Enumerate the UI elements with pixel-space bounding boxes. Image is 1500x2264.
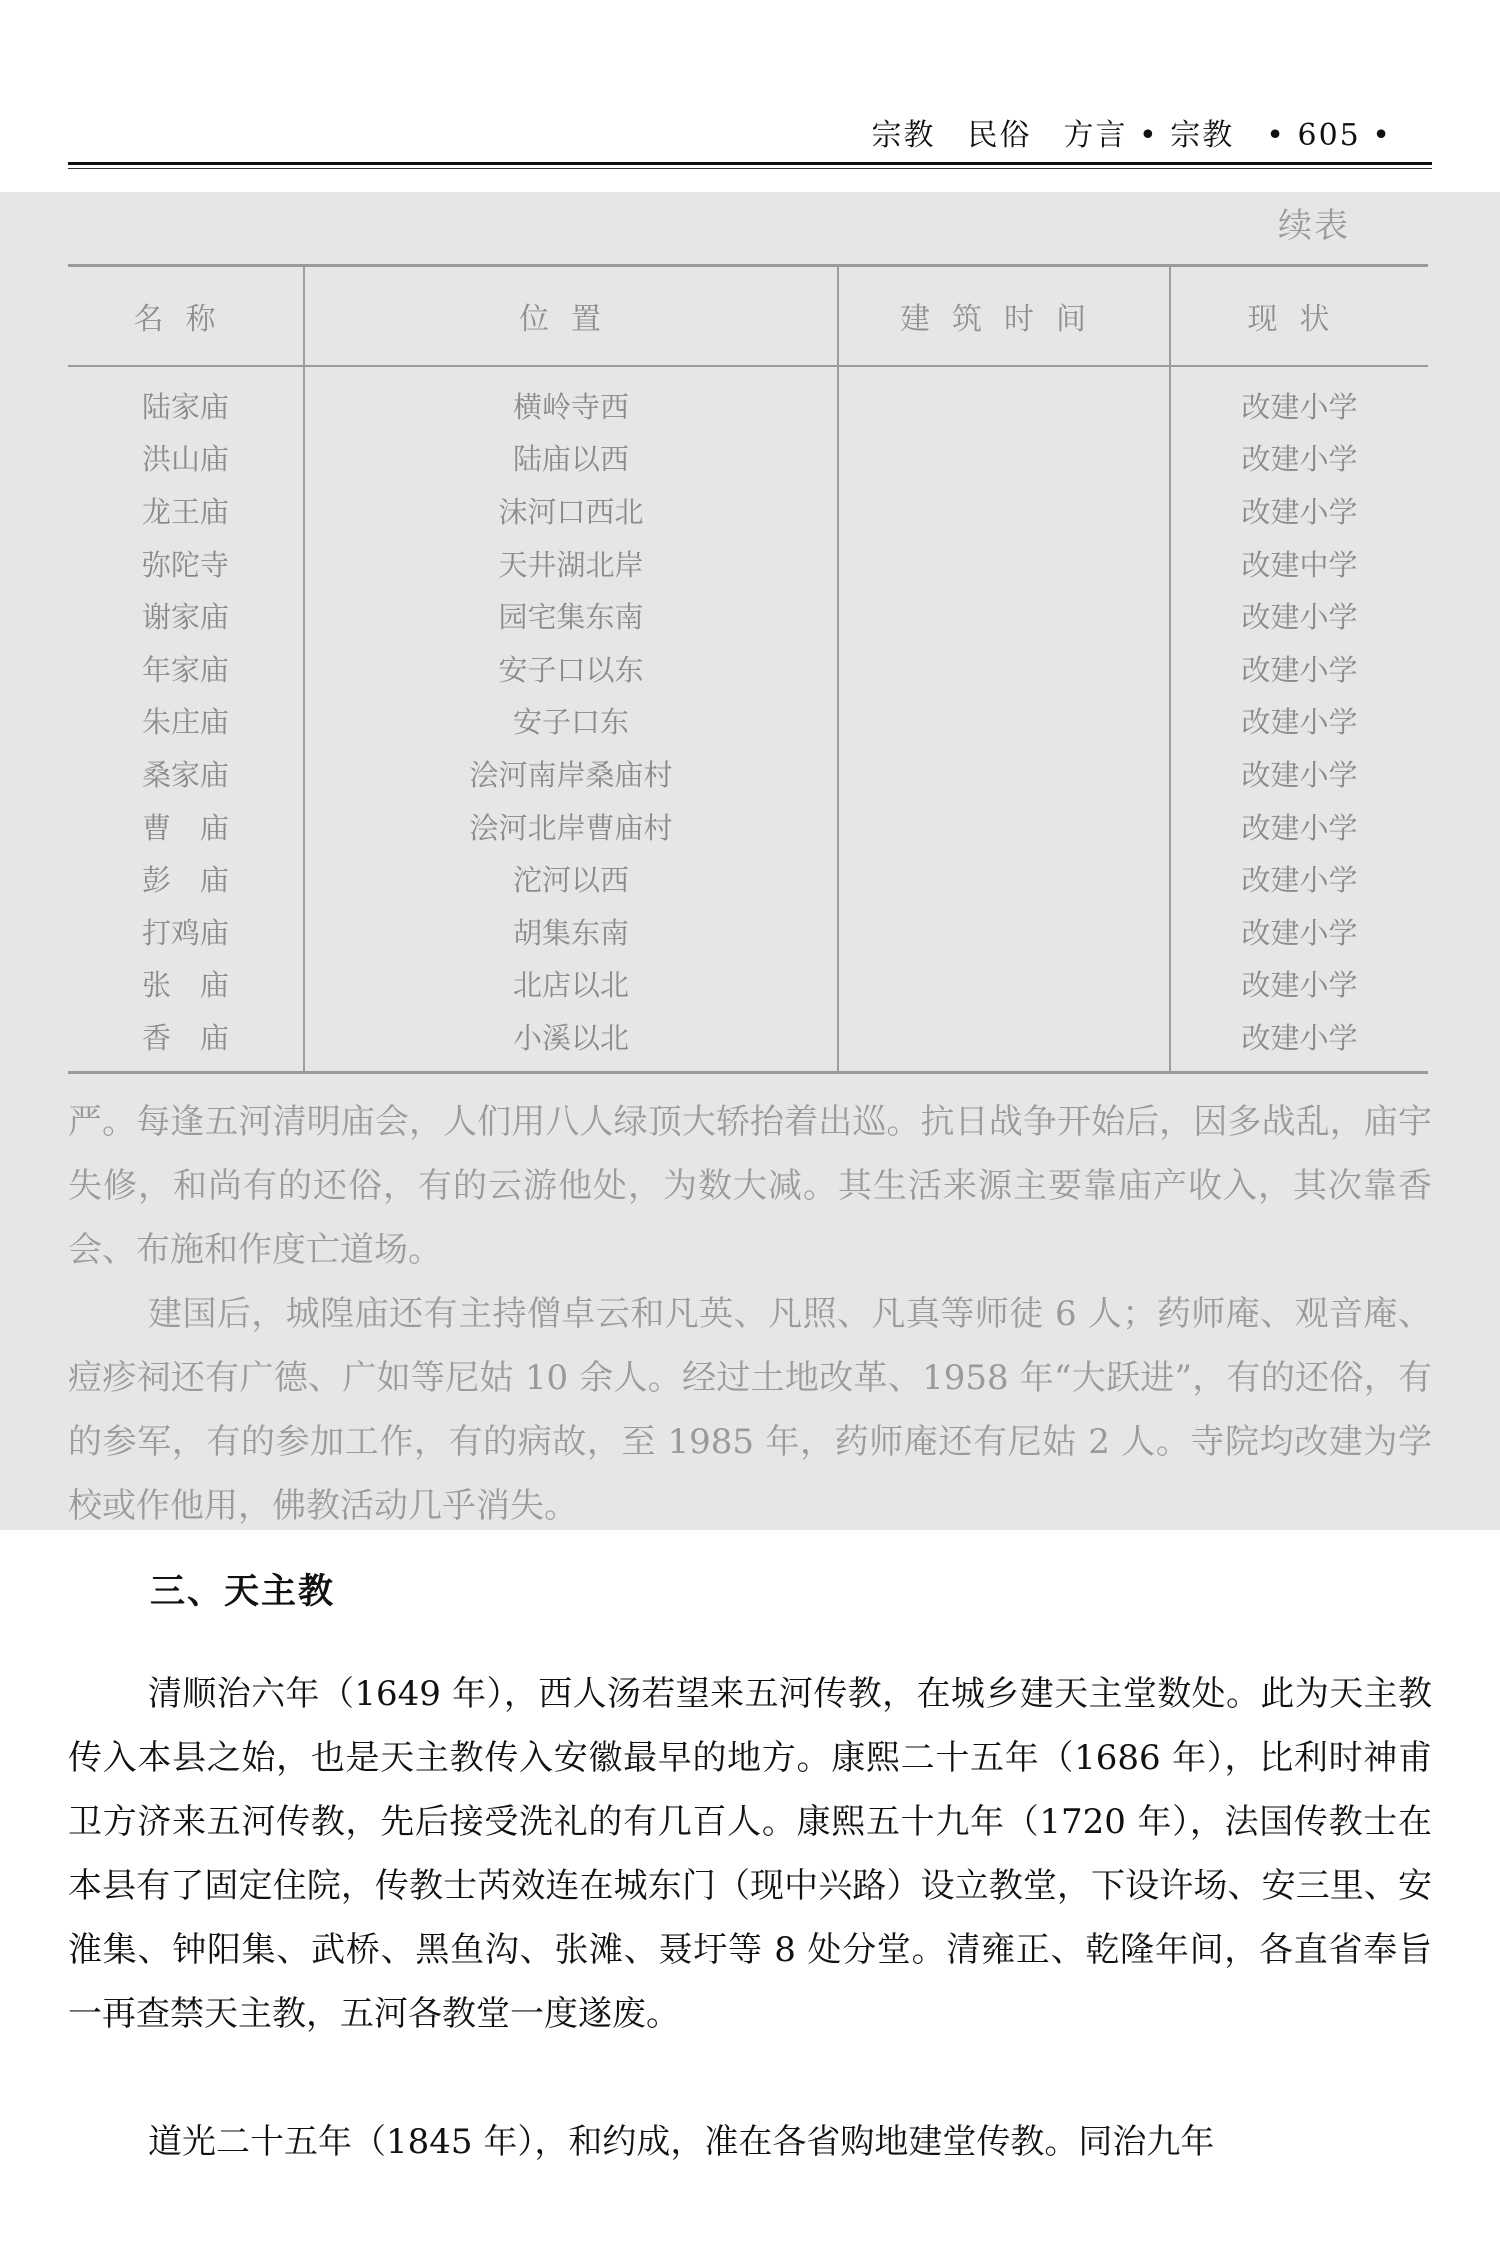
- column-header-location: 位置: [304, 266, 838, 367]
- cell-name: 年家庙: [141, 652, 229, 687]
- body-paragraph: 道光二十五年（1845 年），和约成，准在各省购地建堂传教。同治九年: [148, 2122, 1215, 2162]
- cell-build-time: [838, 642, 1170, 695]
- column-header-name: 名称: [68, 266, 304, 367]
- cell-name: 谢家庙: [141, 600, 229, 635]
- cell-build-time: [838, 852, 1170, 905]
- body-paragraph: 清顺治六年（1649 年），西人汤若望来五河传教，在城乡建天主堂数处。此为天主教传入本县之始，也是天主教传入安徽最早的地方。康熙二十五年（1686 年），比利时神甫卫方济来五河传教，先后接受洗礼的有几百人。康熙五十九年（1720 年），法国传教士在本县有了固定住院，传教士芮效连在城东门（现中兴路）设立教堂，下设许场、安三里、安淮集、钟阳集、武桥、黑鱼沟、张滩、聂圩等 8 处分堂。清雍正、乾隆年间，各直省奉旨一再查禁天主教，五河各教堂一度遂废。: [68, 1674, 1432, 2034]
- cell-location: 园宅集东南: [304, 589, 838, 642]
- table-row: [68, 432, 1428, 485]
- temple-table: [68, 264, 1428, 1074]
- cell-status: 改建中学: [1170, 537, 1428, 590]
- table-row: [68, 589, 1428, 642]
- cell-name: 龙王庙: [141, 494, 229, 529]
- cell-name: 朱庄庙: [141, 705, 229, 740]
- running-title: 宗教 民俗 方言 • 宗教 • 605 •: [871, 118, 1392, 153]
- table-row: [68, 484, 1428, 537]
- cell-location: 安子口以东: [304, 642, 838, 695]
- cell-name: 洪山庙: [141, 442, 229, 477]
- cell-build-time: [838, 800, 1170, 853]
- cell-name: 香 庙: [68, 1010, 304, 1072]
- table-row: [68, 695, 1428, 748]
- column-header-build-time: 建筑时间: [838, 266, 1170, 367]
- cell-status: 改建小学: [1170, 958, 1428, 1011]
- table-header-row: [68, 266, 1428, 367]
- header-rule-thin: [68, 168, 1432, 169]
- cell-location: 安子口东: [304, 695, 838, 748]
- table-row: [68, 800, 1428, 853]
- cell-name: 彭 庙: [141, 863, 229, 898]
- cell-status: 改建小学: [1170, 695, 1428, 748]
- cell-build-time: [838, 484, 1170, 537]
- cell-location: 天井湖北岸: [304, 537, 838, 590]
- table-row: [68, 537, 1428, 590]
- header-rule: [68, 162, 1432, 165]
- table-row: [68, 905, 1428, 958]
- cell-status: 改建小学: [1170, 589, 1428, 642]
- table-row: [68, 747, 1428, 800]
- table-row: [68, 366, 1428, 432]
- cell-name: 曹 庙: [141, 810, 229, 845]
- cell-status: 改建小学: [1170, 747, 1428, 800]
- body-paragraph-faded: 严。每逢五河清明庙会，人们用八人绿顶大轿抬着出巡。抗日战争开始后，因多战乱，庙宇失修，和尚有的还俗，有的云游他处，为数大减。其生活来源主要靠庙产收入，其次靠香会、布施和作度亡道场。: [68, 1102, 1432, 1270]
- continued-table-label: 续表: [1278, 206, 1350, 246]
- table-row: [68, 958, 1428, 1011]
- table-body: [68, 366, 1428, 1072]
- cell-build-time: [838, 905, 1170, 958]
- cell-name: 桑家庙: [141, 757, 229, 792]
- cell-build-time: [838, 537, 1170, 590]
- cell-location: 沱河以西: [304, 852, 838, 905]
- cell-status: 改建小学: [1170, 432, 1428, 485]
- cell-status: 改建小学: [1170, 905, 1428, 958]
- cell-status: 改建小学: [1170, 484, 1428, 537]
- cell-status: 改建小学: [1170, 1010, 1428, 1072]
- cell-status: 改建小学: [1170, 642, 1428, 695]
- cell-name: 张 庙: [141, 968, 229, 1003]
- cell-location: 北店以北: [304, 958, 838, 1011]
- cell-status: 改建小学: [1170, 852, 1428, 905]
- table-row: [68, 852, 1428, 905]
- cell-build-time: [838, 958, 1170, 1011]
- cell-build-time: [838, 695, 1170, 748]
- cell-build-time: [838, 589, 1170, 642]
- cell-location: 横岭寺西: [304, 366, 838, 432]
- cell-name: 打鸡庙: [141, 915, 229, 950]
- table-row: [68, 1010, 1428, 1072]
- cell-build-time: [838, 747, 1170, 800]
- cell-location: 浍河南岸桑庙村: [304, 747, 838, 800]
- table-row: [68, 642, 1428, 695]
- cell-build-time: [838, 432, 1170, 485]
- body-paragraph-faded: 建国后，城隍庙还有主持僧卓云和凡英、凡照、凡真等师徒 6 人；药师庵、观音庵、痘疹祠还有广德、广如等尼姑 10 余人。经过土地改革、1958 年“大跃进”，有的还俗，有的参军，有的参加工作，有的病故，至 1985 年，药师庵还有尼姑 2 人。寺院均改建为学校或作他用，佛教活动几乎消失。: [68, 1294, 1432, 1526]
- cell-location: 沫河口西北: [304, 484, 838, 537]
- column-header-status: 现状: [1170, 266, 1428, 367]
- cell-location: 浍河北岸曹庙村: [304, 800, 838, 853]
- cell-name: 弥陀寺: [141, 547, 229, 582]
- page-header: [68, 100, 1432, 170]
- cell-build-time: [838, 1010, 1170, 1072]
- cell-location: 小溪以北: [304, 1010, 838, 1072]
- cell-location: 陆庙以西: [304, 432, 838, 485]
- cell-location: 胡集东南: [304, 905, 838, 958]
- cell-build-time: [838, 366, 1170, 432]
- cell-name: 陆家庙: [141, 389, 229, 424]
- cell-status: 改建小学: [1170, 800, 1428, 853]
- data-table: [68, 264, 1428, 1074]
- section-heading: 三、天主教: [150, 1572, 336, 1612]
- cell-status: 改建小学: [1170, 366, 1428, 432]
